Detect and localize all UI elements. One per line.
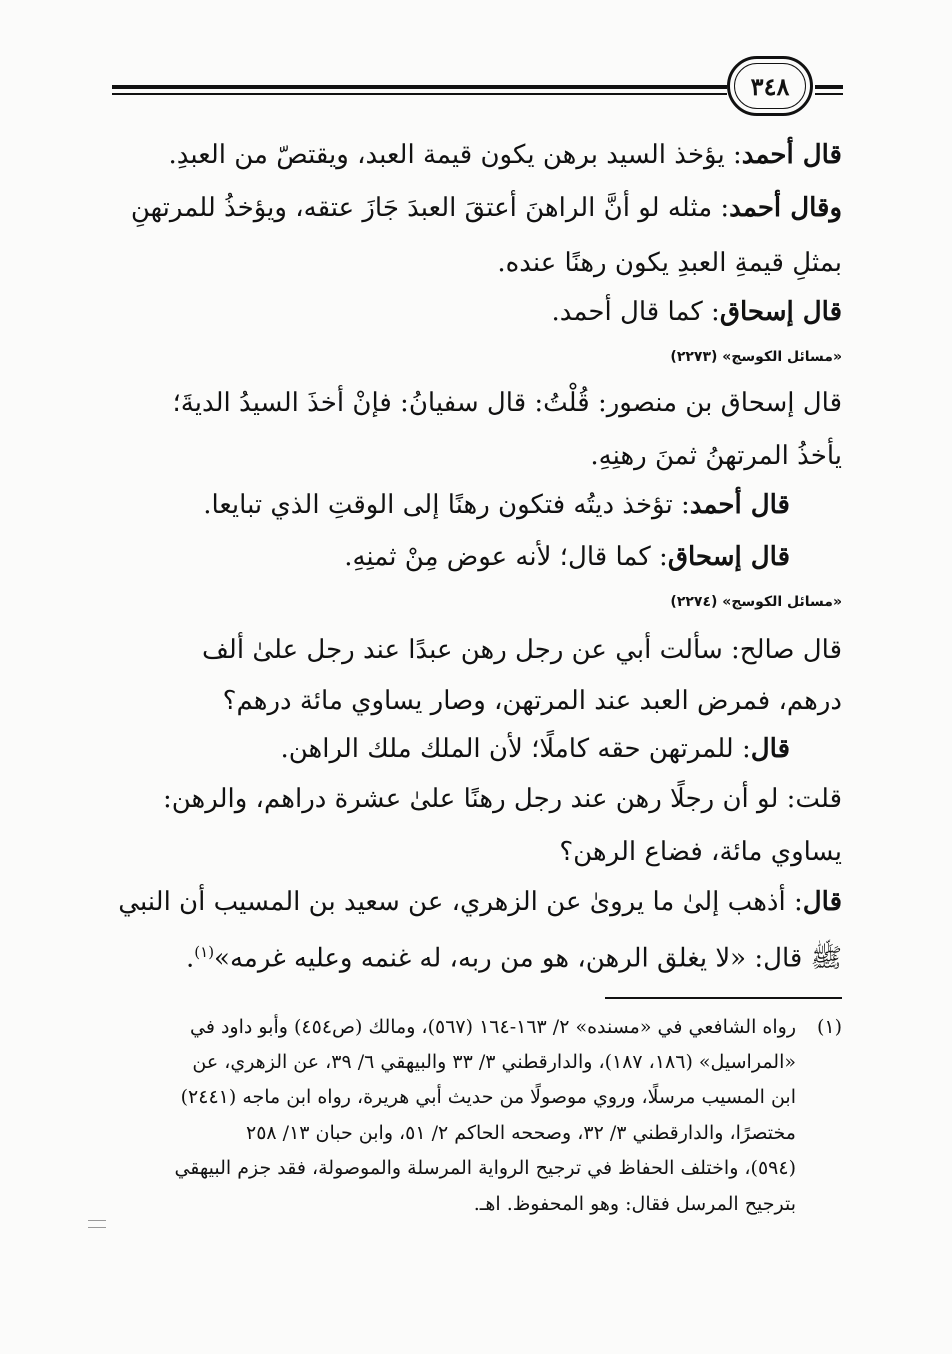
line-13: يساوي مائة، فضاع الرهن؟ <box>559 837 842 867</box>
header-rule-thin-right <box>815 93 843 95</box>
line-12: قلت: لو أن رجلًا رهن عند رجل رهنًا علىٰ عشرة دراهم، والرهن: <box>162 784 842 814</box>
line-1: قال أحمد: يؤخذ السيد برهن يكون قيمة العبد، ويقتصّ من العبدِ. <box>168 140 842 170</box>
line-6: يأخذُ المرتهنُ ثمنَ رهنِهِ. <box>590 441 842 471</box>
footnote-line-1: رواه الشافعي في «مسنده» ٢/ ١٦٣-١٦٤ (٥٦٧)، ومالك (ص٤٥٤) وأبو داود في <box>190 1016 796 1038</box>
header-rule-thin <box>112 93 727 95</box>
page-number: ٣٤٨ <box>727 56 813 116</box>
footnote-separator <box>605 997 842 999</box>
line-14: قال: أذهب إلىٰ ما يرویٰ عن الزهري، عن سعيد بن المسيب أن النبي <box>118 887 842 917</box>
line-3: بمثلِ قيمةِ العبدِ يكون رهنًا عنده. <box>497 248 842 278</box>
margin-mark <box>88 1220 106 1228</box>
footnote-line-5: (٥٩٤)، واختلف الحفاظ في ترجيح الرواية المرسلة والموصولة، فقد جزم البيهقي <box>174 1157 796 1179</box>
line-7: قال أحمد: تؤخذ ديتُه فتكون رهنًا إلى الوقتِ الذي تبايعا. <box>203 490 790 520</box>
footnote-line-6: بترجيح المرسل فقال: وهو المحفوظ. اهـ. <box>473 1193 796 1215</box>
line-2: وقال أحمد: مثله لو أنَّ الراهنَ أعتقَ العبدَ جَازَ عتقه، ويؤخذُ للمرتهنِ <box>130 193 842 223</box>
footnote-number: (١) <box>816 1016 842 1038</box>
line-4: قال إسحاق: كما قال أحمد. <box>551 297 842 327</box>
footnote-ref: (١) <box>194 943 215 961</box>
line-5: قال إسحاق بن منصور: قُلْتُ: قال سفيانُ: فإنْ أخذَ السيدُ الديةَ؛ <box>172 388 842 418</box>
footnote-line-4: مختصرًا، والدارقطني ٣/ ٣٢، وصححه الحاكم ٢/ ٥١، وابن حبان ١٣/ ٢٥٨ <box>245 1122 796 1144</box>
source-citation-2: «مسائل الكوسج» (٢٢٧٤) <box>670 594 842 610</box>
header-rule-thick <box>112 85 727 89</box>
line-15: ﷺ قال: «لا يغلق الرهن، هو من ربه، له غنمه وعليه غرمه»$^{(١)}$. <box>186 943 842 974</box>
header-rule-thick-right <box>815 85 843 89</box>
footnote-line-2: «المراسيل» (١٨٦، ١٨٧)، والدارقطني ٣/ ٣٣ والبيهقي ٦/ ٣٩، عن الزهري، عن <box>192 1051 796 1073</box>
footnote-line-3: ابن المسيب مرسلًا، وروي موصولًا من حديث أبي هريرة، رواه ابن ماجه (٢٤٤١) <box>180 1086 796 1108</box>
line-8: قال إسحاق: كما قال؛ لأنه عوض مِنْ ثمنِهِ. <box>344 542 790 572</box>
line-10: درهم، فمرض العبد عند المرتهن، وصار يساوي مائة درهم؟ <box>222 686 842 716</box>
line-11: قال: للمرتهن حقه كاملًا؛ لأن الملك ملك الراهن. <box>280 734 790 764</box>
source-citation-1: «مسائل الكوسج» (٢٢٧٣) <box>670 349 842 365</box>
line-9: قال صالح: سألت أبي عن رجل رهن عبدًا عند رجل علىٰ ألف <box>202 635 842 665</box>
